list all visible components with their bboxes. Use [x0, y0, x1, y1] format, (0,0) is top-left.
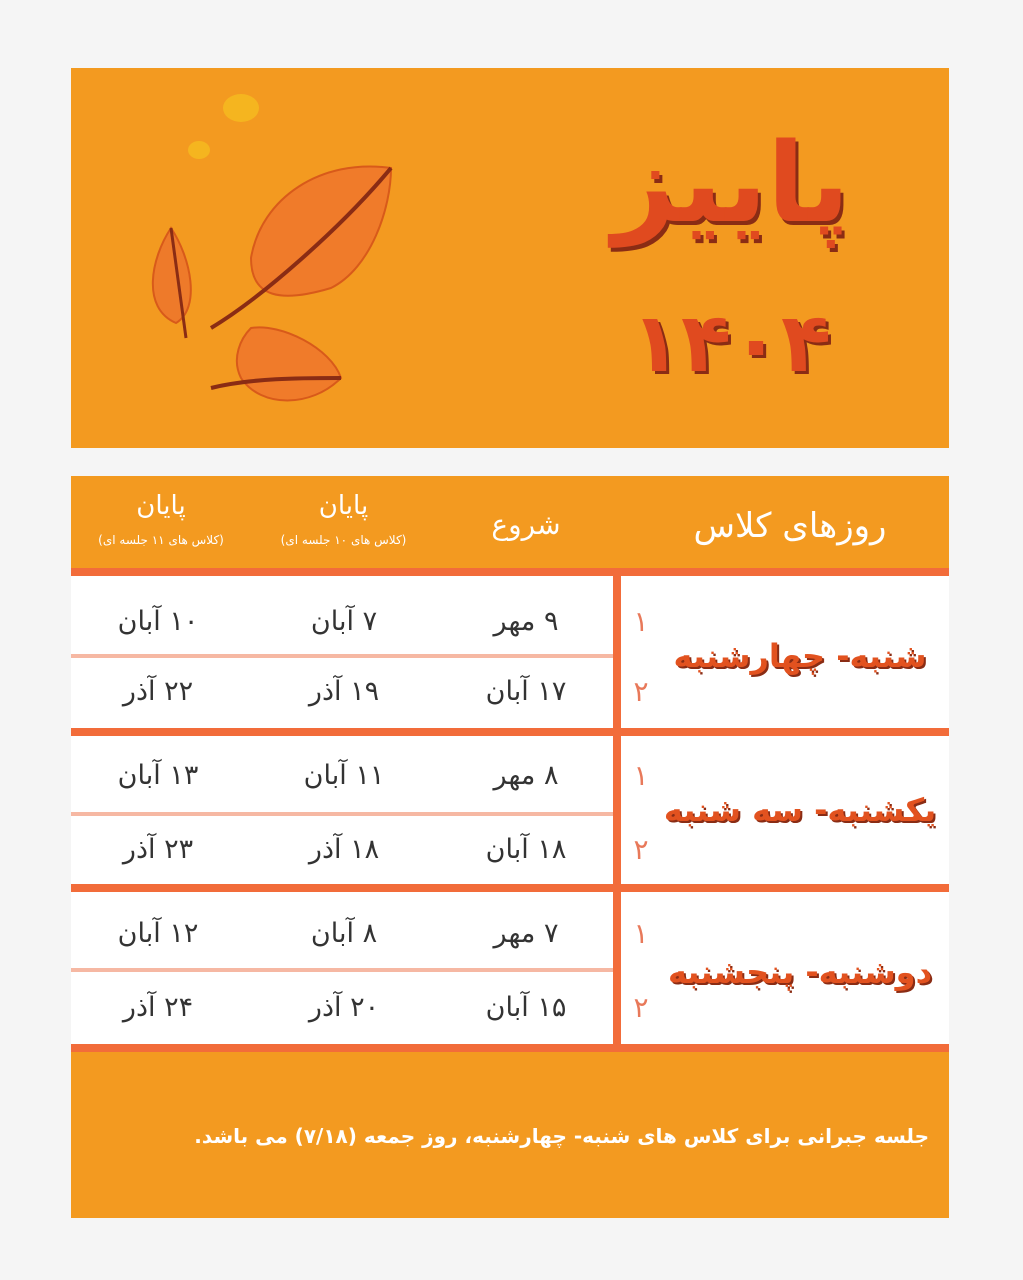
cell-end-10: ۲۰ آذر — [308, 992, 380, 1023]
cell-end-10: ۱۱ آبان — [303, 760, 385, 791]
row-divider — [71, 728, 949, 736]
session-number: ۲ — [633, 991, 649, 1024]
cell-start: ۸ مهر — [493, 760, 559, 791]
cell-start: ۱۸ آبان — [485, 834, 567, 865]
cell-end-11: ۲۲ آذر — [122, 676, 194, 707]
row-divider-thin — [71, 812, 613, 816]
cell-start: ۱۵ آبان — [485, 992, 567, 1023]
column-header-start: شروع — [491, 508, 561, 541]
column-header-end-11-note: (کلاس های ۱۱ جلسه ای) — [98, 533, 224, 547]
year-label: ۱۴۰۴ — [630, 296, 832, 391]
cell-start: ۱۷ آبان — [485, 676, 567, 707]
page-title: پاییز — [612, 119, 850, 247]
footer-note: جلسه جبرانی برای کلاس های شنبه- چهارشنبه، روز جمعه (۷/۱۸) می باشد. — [194, 1124, 929, 1148]
group-days-label: یکشنبه- سه شنبه — [663, 791, 937, 829]
cell-end-11: ۲۳ آذر — [122, 834, 194, 865]
row-divider — [71, 884, 949, 892]
cell-start: ۷ مهر — [493, 918, 559, 949]
table-header — [71, 476, 949, 572]
session-number: ۱ — [633, 605, 649, 638]
session-number: ۱ — [633, 917, 649, 950]
session-number: ۱ — [633, 759, 649, 792]
column-header-days: روزهای کلاس — [693, 506, 887, 546]
group-days-label: دوشنبه- پنجشنبه — [668, 953, 932, 991]
cell-end-10: ۸ آبان — [310, 918, 378, 949]
header-banner — [71, 68, 949, 448]
session-number: ۲ — [633, 675, 649, 708]
autumn-leaves-icon — [101, 78, 441, 438]
group-days-label: شنبه- چهارشنبه — [673, 637, 927, 675]
cell-end-10: ۱۸ آذر — [308, 834, 380, 865]
row-divider-thin — [71, 968, 613, 972]
cell-end-10: ۷ آبان — [310, 606, 378, 637]
footer-banner — [71, 1052, 949, 1218]
cell-end-11: ۲۴ آذر — [122, 992, 194, 1023]
cell-end-10: ۱۹ آذر — [308, 676, 380, 707]
cell-end-11: ۱۰ آبان — [117, 606, 199, 637]
cell-end-11: ۱۲ آبان — [117, 918, 199, 949]
schedule-table — [71, 572, 949, 1052]
row-divider-thin — [71, 654, 613, 658]
row-divider — [71, 1044, 949, 1052]
row-divider — [71, 568, 949, 576]
column-header-end-11-title: پایان — [136, 491, 186, 521]
column-divider — [613, 572, 621, 1052]
session-number: ۲ — [633, 833, 649, 866]
column-header-end-10-title: پایان — [318, 491, 369, 521]
cell-start: ۹ مهر — [493, 606, 559, 637]
cell-end-11: ۱۳ آبان — [117, 760, 199, 791]
column-header-end-10-note: (کلاس های ۱۰ جلسه ای) — [280, 533, 407, 547]
